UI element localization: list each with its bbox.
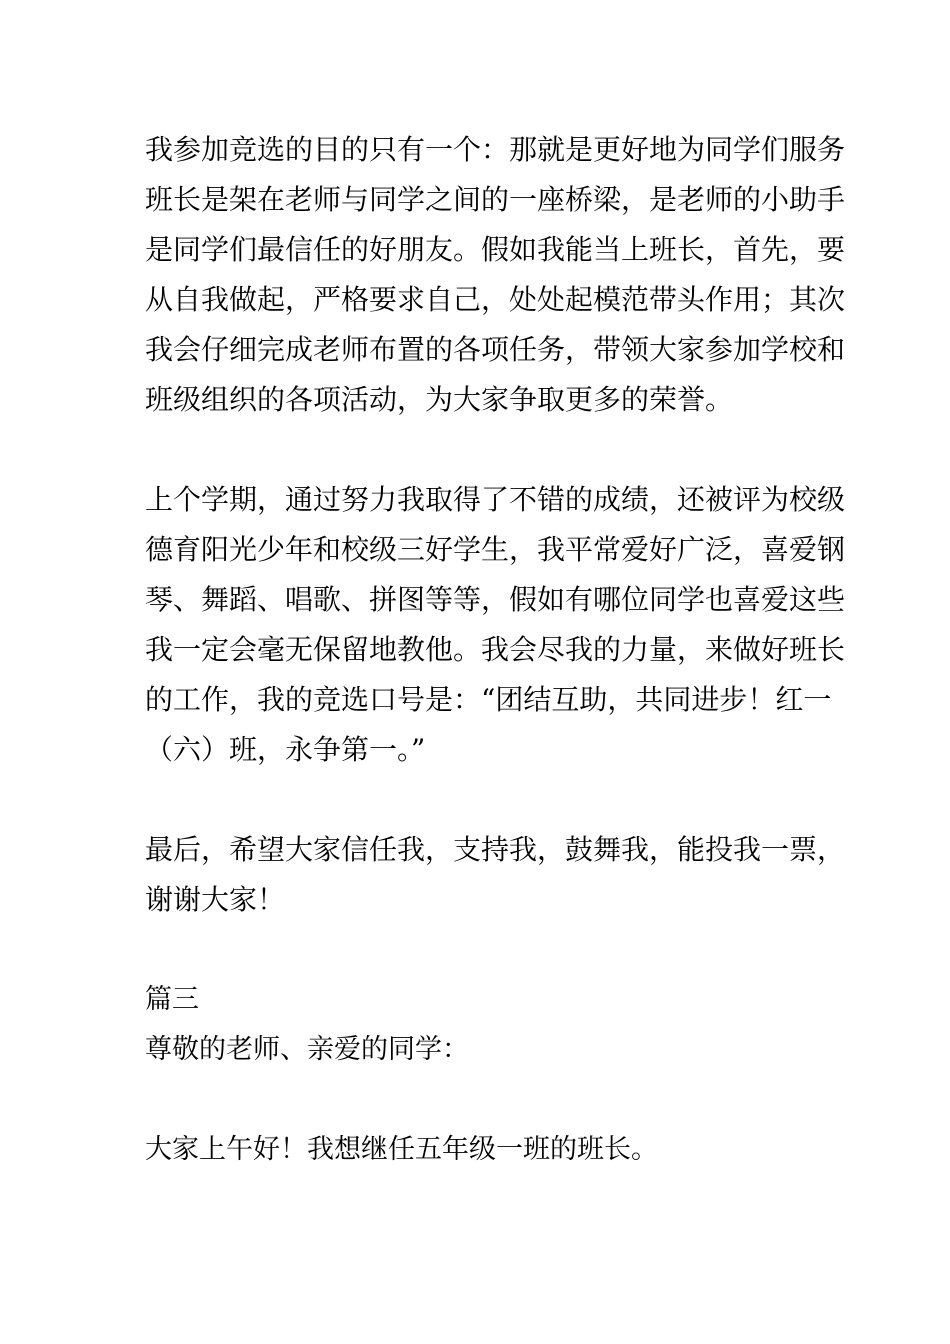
paragraph-2-line-3: 琴、舞蹈、唱歌、拼图等等，假如有哪位同学也喜爱这些: [145, 583, 846, 616]
paragraph-1-line-1: 我参加竞选的目的只有一个：那就是更好地为同学们服务: [145, 133, 846, 166]
paragraph-1-line-5: 我会仔细完成老师布置的各项任务，带领大家参加学校和: [145, 333, 846, 366]
paragraph-2-line-1: 上个学期，通过努力我取得了不错的成绩，还被评为校级: [145, 483, 846, 516]
paragraph-1-line-2: 班长是架在老师与同学之间的一座桥梁，是老师的小助手: [145, 183, 846, 216]
paragraph-2-line-5: 的工作，我的竞选口号是：“团结互助，共同进步！红一: [145, 683, 832, 716]
paragraph-1-line-6: 班级组织的各项活动，为大家争取更多的荣誉。: [145, 383, 734, 416]
section-title: 篇三: [145, 984, 199, 1015]
paragraph-2-line-2: 德育阳光少年和校级三好学生，我平常爱好广泛，喜爱钢: [145, 533, 846, 566]
paragraph-2-line-6: （六）班，永争第一。”: [145, 733, 426, 766]
paragraph-1-line-3: 是同学们最信任的好朋友。假如我能当上班长，首先，要: [145, 233, 846, 266]
paragraph-2-line-4: 我一定会毫无保留地教他。我会尽我的力量，来做好班长: [145, 633, 846, 666]
paragraph-1-line-4: 从自我做起，严格要求自己，处处起模范带头作用；其次: [145, 283, 846, 316]
paragraph-3-line-2: 谢谢大家！: [145, 883, 286, 916]
opening-line: 大家上午好！我想继任五年级一班的班长。: [145, 1134, 658, 1165]
paragraph-3-line-1: 最后，希望大家信任我，支持我，鼓舞我，能投我一票，: [145, 833, 846, 866]
salutation: 尊敬的老师、亲爱的同学：: [145, 1034, 469, 1065]
